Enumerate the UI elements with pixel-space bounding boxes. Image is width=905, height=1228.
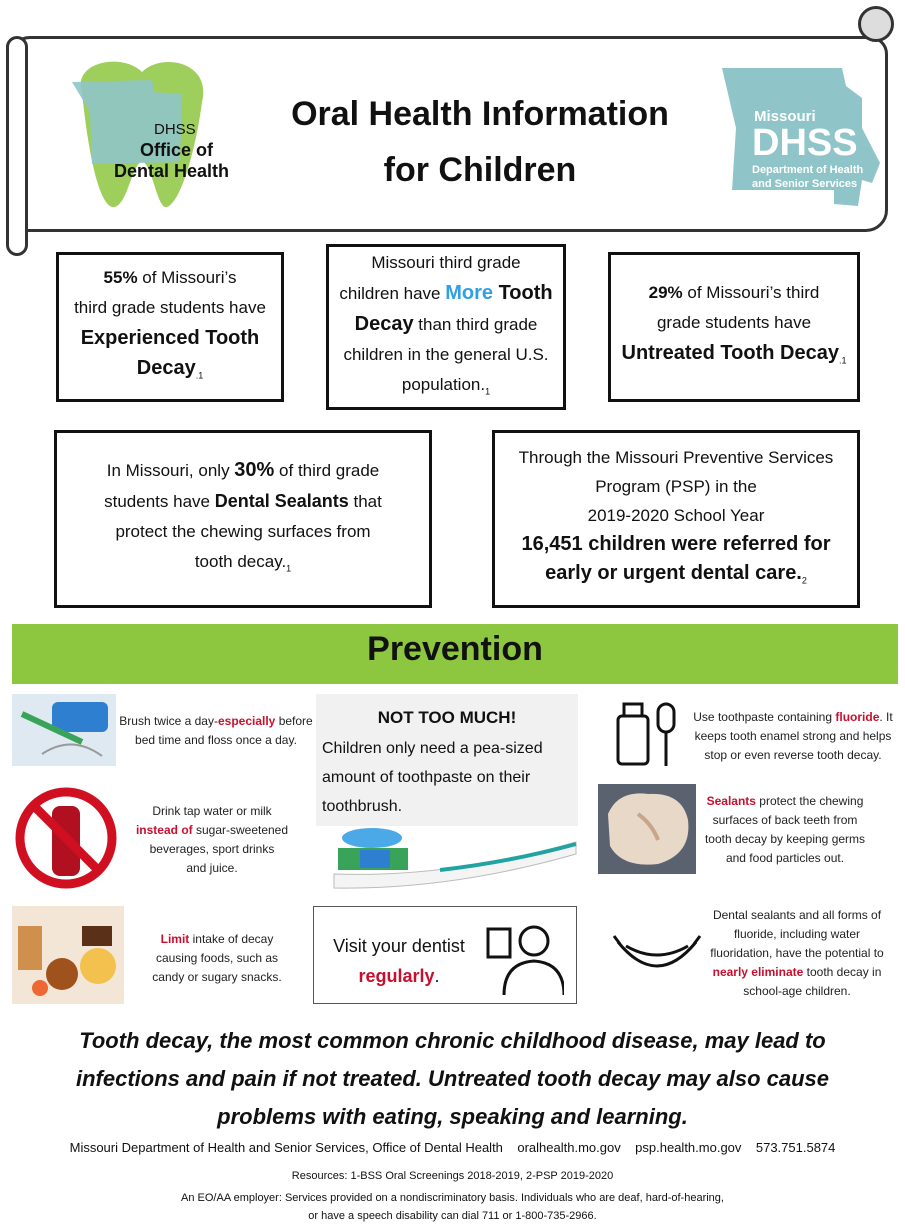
highlight: regularly (358, 966, 435, 986)
text: Program (PSP) in the (595, 476, 757, 496)
eo-line-1: An EO/AA employer: Services provided on a nondiscriminatory basis. Individuals who are deaf, hard-of-hearing, (181, 1192, 724, 1204)
text: and juice. (186, 861, 238, 875)
text: candy or sugary snacks. (152, 970, 282, 984)
text: protect the chewing surfaces from (115, 521, 371, 541)
text: grade students have (656, 313, 812, 333)
stat-29-pct: 29% (648, 283, 683, 303)
visit-dentist-box (313, 906, 577, 1004)
footer-contact (20, 1140, 885, 1155)
text: beverages, sport drinks (149, 842, 275, 856)
text: tooth decay. (194, 551, 287, 571)
text: than third grade (413, 314, 538, 334)
smile-icon-wrap (612, 930, 702, 980)
text: causing foods, such as (155, 951, 279, 965)
emphasis: Decay (136, 357, 196, 380)
text: children have (339, 283, 446, 303)
footer-org: Missouri Department of Health and Senior Services, Office of Dental Health (69, 1140, 503, 1155)
logo-line-2: Office of (140, 140, 214, 160)
dhss-missouri: Missouri (754, 108, 816, 125)
no-soda-image (14, 786, 118, 890)
text: Visit your dentist (333, 936, 465, 956)
highlight: especially (217, 714, 276, 728)
quote-line: Tooth decay, the most common chronic childhood disease, may lead to (79, 1028, 826, 1053)
emphasis: early or urgent dental care. (545, 561, 802, 584)
text: of Missouri’s (137, 268, 237, 288)
page-title (240, 86, 720, 198)
toothpaste-icon (612, 700, 680, 770)
text: before (275, 714, 313, 728)
not-too-much-body (316, 734, 578, 821)
stat-box-sealants (54, 430, 432, 608)
eliminate-text (704, 906, 890, 1001)
text: protect the chewing (755, 794, 864, 808)
psp-link[interactable]: psp.health.mo.gov (635, 1140, 742, 1155)
text: surfaces of back teeth from (712, 813, 858, 827)
reference-marker: 1 (485, 386, 491, 397)
not-too-much-box (316, 694, 578, 826)
smile-icon (612, 930, 702, 980)
office-dental-health-logo (62, 52, 262, 212)
title-line-1: Oral Health Information (291, 95, 669, 133)
stat-55-pct: 55% (103, 268, 138, 288)
logo-line-1: DHSS (154, 121, 196, 138)
dhss-letters: DHSS (752, 122, 858, 164)
sealed-tooth-image (598, 784, 696, 874)
text: tooth decay in (803, 965, 882, 979)
text: population. (401, 374, 486, 394)
emphasis: Tooth (493, 281, 553, 304)
text: tooth decay by keeping germs (704, 832, 866, 846)
text: sugar-sweetened (192, 823, 289, 837)
quote-line: problems with eating, speaking and learning. (217, 1104, 688, 1129)
text: Drink tap water or milk (152, 804, 272, 818)
text: intake of decay (189, 932, 274, 946)
dentist-icon (484, 917, 564, 997)
visit-text (324, 931, 474, 991)
scroll-curl-left (6, 36, 28, 256)
text: Children only need a pea-sized (322, 740, 543, 757)
stat-box-psp (492, 430, 860, 608)
stat-30-pct: 30% (234, 458, 275, 481)
text: Missouri third grade (371, 252, 521, 272)
text: children in the general U.S. (343, 344, 549, 364)
text: In Missouri, only (106, 460, 235, 480)
toothpaste-icon-wrap (612, 700, 680, 770)
eo-line-2: or have a speech disability can dial 711 or 1-800-735-2966. (308, 1210, 597, 1222)
phone-number: 573.751.5874 (755, 1140, 836, 1155)
more-emphasis: More (445, 281, 494, 304)
text: . (434, 966, 440, 986)
text: Through the Missouri Preventive Services (518, 447, 834, 467)
text: bed time and floss once a day. (135, 733, 297, 747)
no-soda-icon (14, 786, 118, 890)
text: stop or even reverse tooth decay. (704, 748, 882, 762)
text: school-age children. (743, 984, 851, 998)
drink-text (122, 802, 302, 878)
text: that (348, 491, 382, 511)
quote-line: infections and pain if not treated. Untreated tooth decay may also cause (75, 1066, 830, 1091)
scroll-curl-right (858, 6, 894, 42)
text: toothbrush. (322, 798, 403, 815)
dhss-line-4: and Senior Services (752, 178, 858, 190)
emphasis: Dental Sealants (214, 490, 349, 511)
stat-box-untreated-decay (608, 252, 860, 402)
text: third grade students have (74, 298, 266, 318)
stat-box-more-decay (326, 244, 566, 410)
fluoride-text (688, 708, 898, 765)
text: Dental sealants and all forms of (712, 908, 882, 922)
emphasis: Untreated Tooth Decay (621, 342, 839, 365)
text: Brush twice a day- (119, 714, 218, 728)
text: keeps tooth enamel strong and helps (694, 729, 892, 743)
closing-statement (20, 1022, 885, 1136)
title-line-2: for Children (383, 151, 577, 189)
text: and food particles out. (725, 851, 845, 865)
missouri-dhss-logo (722, 68, 884, 208)
highlight: fluoride (835, 710, 880, 724)
highlight: Sealants (706, 794, 756, 808)
text: Use toothpaste containing (693, 710, 836, 724)
highlight: nearly eliminate (712, 965, 804, 979)
emphasis: Experienced Tooth (80, 327, 260, 350)
text: fluoridation, have the potential to (710, 946, 884, 960)
text: of third grade (274, 460, 380, 480)
toothpaste-brush-image (330, 826, 578, 892)
text: students have (104, 491, 215, 511)
limit-text (134, 930, 300, 987)
highlight: instead of (135, 823, 193, 837)
reference-marker: 1 (286, 563, 292, 574)
emphasis: Decay (354, 312, 414, 335)
text: fluoride, including water (733, 927, 861, 941)
sealants-text (700, 792, 870, 868)
sweets-icon (12, 906, 124, 1004)
sweets-image (12, 906, 124, 1004)
text: . It (879, 710, 893, 724)
not-too-much-heading: NOT TOO MUCH! (377, 708, 517, 727)
toothbrush-floss-icon (12, 694, 116, 766)
toothbrush-paste-icon (330, 826, 578, 892)
reference-marker: 2 (801, 575, 807, 586)
oralhealth-link[interactable]: oralhealth.mo.gov (517, 1140, 621, 1155)
dhss-line-3: Department of Health (752, 164, 864, 176)
text: amount of toothpaste on their (322, 769, 531, 786)
resources-line: Resources: 1-BSS Oral Screenings 2018-2019, 2-PSP 2019-2020 (291, 1170, 614, 1182)
sealed-tooth-icon (598, 784, 696, 874)
stat-box-experienced-decay (56, 252, 284, 402)
brush-text (118, 712, 314, 750)
reference-marker: .1 (838, 355, 847, 366)
highlight: Limit (160, 932, 190, 946)
text: 2019-2020 School Year (587, 505, 765, 525)
logo-line-3: Dental Health (114, 161, 230, 181)
prevention-title: Prevention (367, 630, 543, 668)
emphasis: 16,451 children were referred for (521, 532, 831, 555)
reference-marker: .1 (195, 370, 204, 381)
toothbrush-image (12, 694, 116, 766)
text: of Missouri’s third (682, 283, 820, 303)
